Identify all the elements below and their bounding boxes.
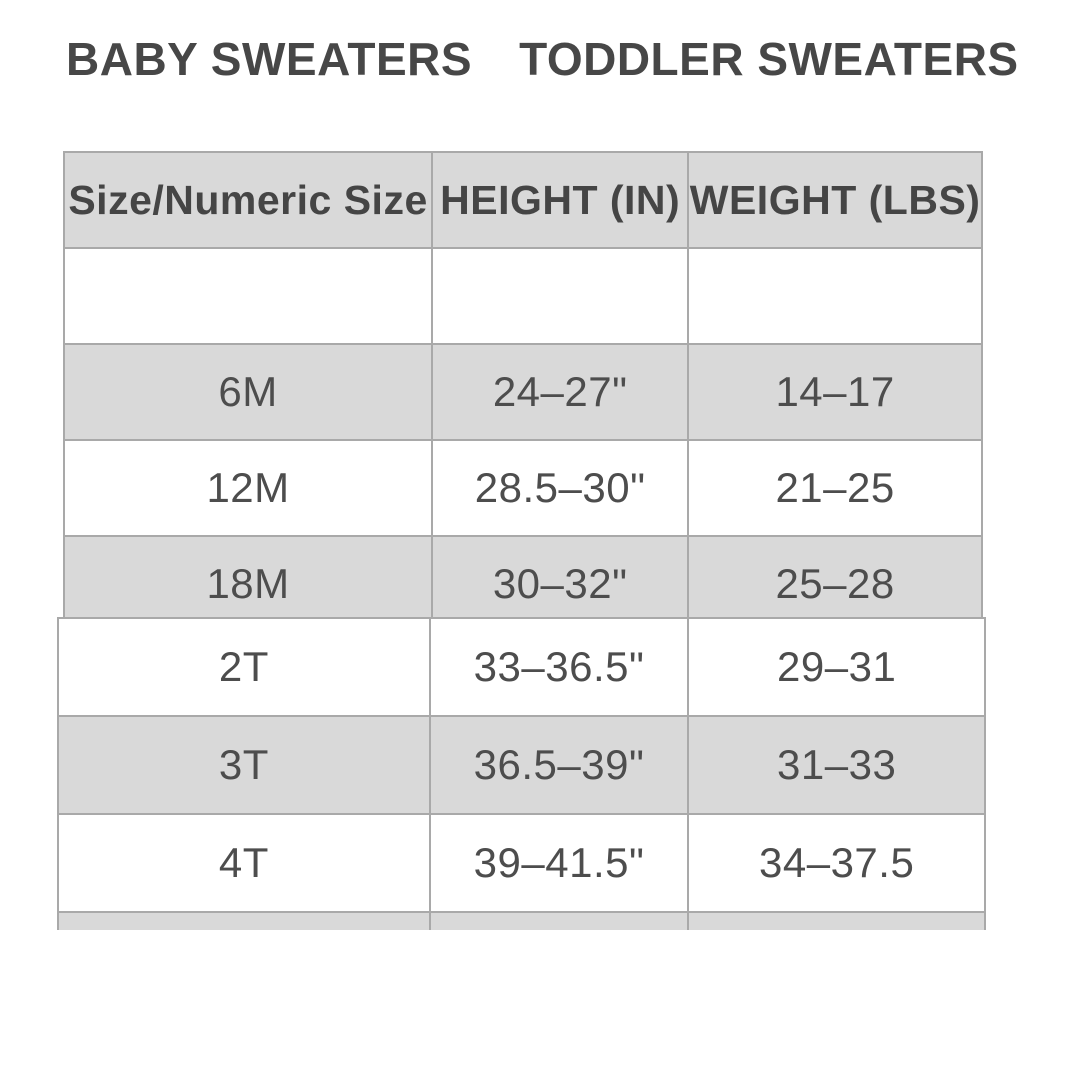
toddler-size-chart-clip [57, 617, 990, 930]
table-row-partial [58, 912, 985, 930]
height-cell: 30–32" [432, 536, 688, 632]
weight-cell: 29–31 [688, 618, 985, 716]
tab-baby-sweaters[interactable]: BABY SWEATERS [66, 33, 473, 85]
size-cell [64, 248, 432, 344]
height-cell [432, 248, 688, 344]
weight-cell: 25–28 [688, 536, 982, 632]
weight-cell [688, 248, 982, 344]
size-cell: 2T [58, 618, 430, 716]
header-row [64, 152, 982, 248]
height-cell: 28.5–30" [432, 440, 688, 536]
table-row-empty [64, 248, 982, 344]
category-tabs [66, 33, 1019, 85]
size-cell: 3T [58, 716, 430, 814]
table-row-6m [64, 344, 982, 440]
weight-cell [688, 912, 985, 930]
weight-cell: 21–25 [688, 440, 982, 536]
tab-toddler-sweaters[interactable]: TODDLER SWEATERS [519, 33, 1019, 85]
table-row-2t [58, 618, 985, 716]
height-cell: 39–41.5" [430, 814, 689, 912]
toddler-size-chart-table [57, 617, 986, 930]
table-row-3t [58, 716, 985, 814]
weight-cell: 34–37.5 [688, 814, 985, 912]
height-cell: 36.5–39" [430, 716, 689, 814]
size-cell [58, 912, 430, 930]
height-cell: 33–36.5" [430, 618, 689, 716]
size-cell: 12M [64, 440, 432, 536]
size-cell: 6M [64, 344, 432, 440]
height-cell: 24–27" [432, 344, 688, 440]
size-cell: 4T [58, 814, 430, 912]
column-header-weight: WEIGHT (LBS) [688, 152, 982, 248]
weight-cell: 14–17 [688, 344, 982, 440]
weight-cell: 31–33 [688, 716, 985, 814]
column-header-height: HEIGHT (IN) [432, 152, 688, 248]
height-cell [430, 912, 689, 930]
table-row-12m [64, 440, 982, 536]
baby-size-chart-table [63, 151, 983, 633]
column-header-size: Size/Numeric Size [64, 152, 432, 248]
table-row-4t [58, 814, 985, 912]
size-cell: 18M [64, 536, 432, 632]
